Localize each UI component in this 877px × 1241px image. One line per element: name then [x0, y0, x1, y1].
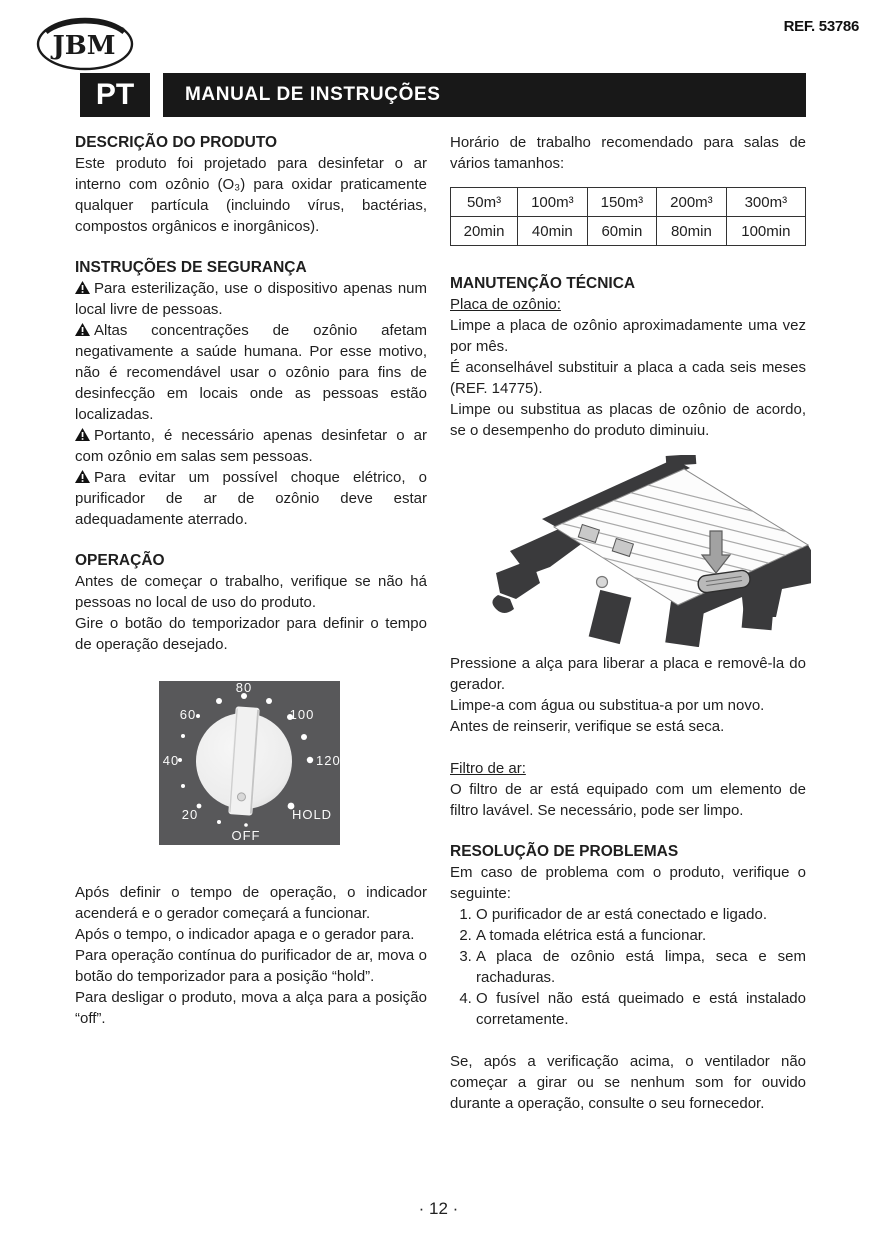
ozone-plate-illustration [476, 455, 806, 647]
ref-number: REF. 53786 [783, 18, 859, 35]
dial-label-20: 20 [181, 807, 199, 822]
section-heading-operation: OPERAÇÃO [75, 552, 165, 569]
warning-text: Portanto, é necessário apenas desinfetar o ar com ozônio em salas sem pessoas. [75, 427, 427, 465]
subheading-ozone-plate: Placa de ozônio: [450, 296, 561, 313]
ozone-plate-icon [476, 455, 811, 647]
troubleshooting-list [450, 904, 806, 1030]
description-body: Este produto foi projetado para desinfetar o ar interno com ozônio (O₃) para oxidar praticamente qualquer partícula (incluindo vírus, bactérias, compostos orgânicos e inorgânicos). [75, 155, 427, 235]
table-cell: 60min [587, 217, 657, 246]
troubleshooting-item: 2. A tomada elétrica está a funcionar. [476, 925, 806, 946]
section-heading-troubleshooting: RESOLUÇÃO DE PROBLEMAS [450, 843, 679, 860]
troubleshooting-item: 1. O purificador de ar está conectado e ligado. [476, 904, 806, 925]
maintenance-paragraph: Limpe ou substitua as placas de ozônio de acordo, se o desempenho do produto diminuiu. [450, 401, 806, 439]
dial-label-100: 100 [289, 707, 315, 722]
schedule-intro: Horário de trabalho recomendado para salas de vários tamanhos: [450, 134, 806, 172]
warning-text: Para evitar um possível choque elétrico, o purificador de ar de ozônio deve estar adequadamente aterrado. [75, 469, 427, 528]
language-tag: PT [80, 73, 150, 117]
operation-paragraph: Após o tempo, o indicador apaga e o gerador para. [75, 926, 415, 943]
dial-label-hold: HOLD [291, 807, 333, 822]
operation-paragraph: Antes de começar o trabalho, verifique se não há pessoas no local de uso do produto. [75, 573, 427, 611]
table-row-durations [451, 217, 806, 246]
operation-paragraph: Após definir o tempo de operação, o indicador acenderá e o gerador começará a funcionar. [75, 884, 427, 922]
dial-label-60: 60 [179, 707, 197, 722]
warning-text: Altas concentrações de ozônio afetam negativamente a saúde humana. Por esse motivo, não é recomendável usar o ozônio para fins de desinfecção em locais onde as pessoas estão localizadas. [75, 322, 427, 423]
page-title: MANUAL DE INSTRUÇÕES [185, 84, 441, 105]
operation-paragraph: Para desligar o produto, mova a alça para a posição “off”. [75, 989, 427, 1027]
page-number: · 12 · [418, 1199, 459, 1218]
title-bar [163, 73, 806, 117]
dial-label-off: OFF [231, 828, 261, 843]
timer-dial-icon [159, 681, 340, 845]
right-column [450, 130, 806, 1114]
jbm-logo [34, 15, 136, 80]
operation-paragraph: Para operação contínua do purificador de ar, mova o botão do temporizador para a posição “hold”. [75, 947, 427, 985]
schedule-table [450, 187, 806, 246]
table-cell: 300m³ [726, 188, 805, 217]
section-heading-safety: INSTRUÇÕES DE SEGURANÇA [75, 259, 307, 276]
table-cell: 150m³ [587, 188, 657, 217]
table-cell: 50m³ [451, 188, 518, 217]
maintenance-paragraph: Pressione a alça para liberar a placa e removê-la do gerador. [450, 655, 806, 693]
timer-dial-illustration [159, 681, 427, 845]
warning-text: Para esterilização, use o dispositivo apenas num local livre de pessoas. [75, 280, 427, 318]
registered-mark: ® [119, 26, 125, 35]
dial-label-80: 80 [235, 681, 253, 695]
jbm-logo-text: JBM [52, 31, 116, 61]
content-columns [75, 130, 806, 1114]
warning-triangle-icon [75, 426, 90, 439]
table-cell: 100min [726, 217, 805, 246]
title-band [80, 73, 806, 117]
table-cell: 20min [451, 217, 518, 246]
maintenance-paragraph: Limpe a placa de ozônio aproximadamente uma vez por mês. [450, 317, 806, 355]
safety-warning [75, 320, 427, 425]
maintenance-paragraph: Antes de reinserir, verifique se está seca. [450, 718, 725, 735]
troubleshooting-outro: Se, após a verificação acima, o ventilador não começar a girar ou se nenhum som for ouvido durante a operação, consulte o seu fornecedor. [450, 1053, 806, 1112]
left-column [75, 130, 427, 1114]
table-row-volumes [451, 188, 806, 217]
section-heading-description: DESCRIÇÃO DO PRODUTO [75, 134, 278, 151]
troubleshooting-item: 3. A placa de ozônio está limpa, seca e sem rachaduras. [476, 946, 806, 988]
safety-warning [75, 278, 427, 320]
maintenance-paragraph: Limpe-a com água ou substitua-a por um novo. [450, 697, 765, 714]
operation-paragraph: Gire o botão do temporizador para definir o tempo de operação desejado. [75, 615, 427, 653]
dial-label-120: 120 [316, 753, 340, 768]
section-heading-maintenance: MANUTENÇÃO TÉCNICA [450, 275, 636, 292]
maintenance-paragraph: É aconselhável substituir a placa a cada seis meses (REF. 14775). [450, 359, 806, 397]
table-cell: 40min [518, 217, 588, 246]
table-cell: 200m³ [657, 188, 727, 217]
safety-warning [75, 425, 427, 467]
jbm-logo-icon [34, 15, 136, 75]
table-cell: 100m³ [518, 188, 588, 217]
safety-warning [75, 467, 427, 530]
dial-label-40: 40 [162, 753, 180, 768]
troubleshooting-item: 4. O fusível não está queimado e está instalado corretamente. [476, 988, 806, 1030]
table-cell: 80min [657, 217, 727, 246]
warning-triangle-icon [75, 279, 90, 292]
troubleshooting-intro: Em caso de problema com o produto, verifique o seguinte: [450, 864, 806, 902]
warning-triangle-icon [75, 468, 90, 481]
warning-triangle-icon [75, 321, 90, 334]
maintenance-paragraph: O filtro de ar está equipado com um elemento de filtro lavável. Se necessário, pode ser limpo. [450, 781, 806, 819]
subheading-air-filter: Filtro de ar: [450, 760, 526, 777]
